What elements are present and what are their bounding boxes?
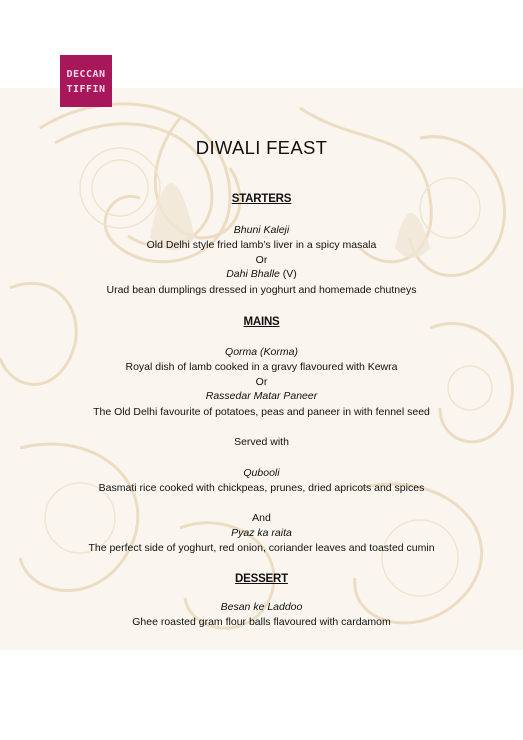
section-heading-dessert xyxy=(0,573,523,586)
or-separator: Or xyxy=(255,254,268,266)
dish-name-line xyxy=(0,268,523,281)
starters-heading-text: STARTERS xyxy=(231,193,292,205)
menu-title: DIWALI FEAST xyxy=(195,137,328,158)
deccan-tiffin-logo xyxy=(60,55,112,107)
and-separator: And xyxy=(252,512,271,524)
vegetarian-tag: (V) xyxy=(279,268,297,280)
side-name: Pyaz ka raita xyxy=(231,527,292,539)
mains-heading-text: MAINS xyxy=(243,316,280,328)
dessert-heading-text: DESSERT xyxy=(235,573,288,585)
logo-line-1: DECCAN xyxy=(66,69,106,80)
dish-description: Urad bean dumplings dressed in yoghurt and homemade chutneys xyxy=(106,284,417,296)
side-name: Qubooli xyxy=(243,467,280,479)
served-with-label: Served with xyxy=(234,436,289,448)
side-description: The perfect side of yoghurt, red onion, coriander leaves and toasted cumin xyxy=(88,542,435,554)
section-heading-mains xyxy=(0,316,523,329)
dish-description: The Old Delhi favourite of potatoes, peas and paneer in with fennel seed xyxy=(93,406,430,418)
dish-name: Qorma (Korma) xyxy=(225,346,298,358)
dish-description: Royal dish of lamb cooked in a gravy flavoured with Kewra xyxy=(125,361,398,373)
dish-description: Old Delhi style fried lamb’s liver in a spicy masala xyxy=(146,239,377,251)
logo-line-2: TIFFIN xyxy=(66,84,106,95)
side-description: Basmati rice cooked with chickpeas, prunes, dried apricots and spices xyxy=(98,482,425,494)
or-separator: Or xyxy=(255,376,268,388)
dish-description: Ghee roasted gram flour balls flavoured with cardamom xyxy=(132,616,391,628)
dish-name: Dahi Bhalle xyxy=(226,268,280,280)
dish-name: Bhuni Kaleji xyxy=(233,224,290,236)
dish-name: Rassedar Matar Paneer xyxy=(205,390,318,402)
dish-name: Besan ke Laddoo xyxy=(220,601,303,613)
section-heading-starters xyxy=(0,193,523,206)
